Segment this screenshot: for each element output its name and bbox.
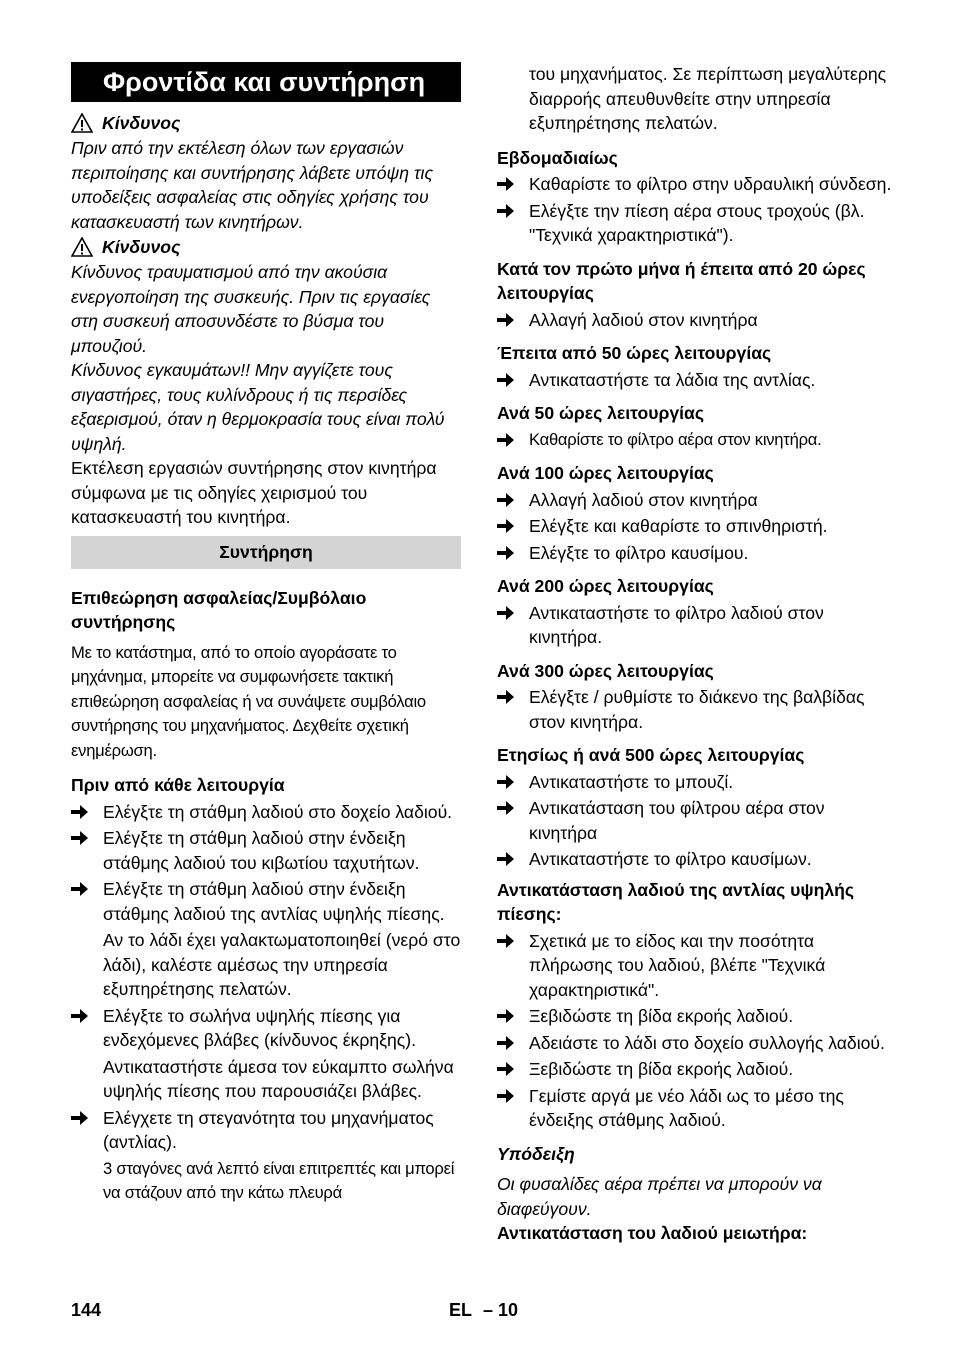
list-item: Ελέγξτε / ρυθμίστε το διάκενο της βαλβίδας στον κινητήρα. bbox=[497, 685, 892, 734]
list-item: Αντικαταστήστε το φίλτρο λαδιού στον κινητήρα. bbox=[497, 601, 892, 650]
subheading: Έπειτα από 50 ώρες λειτουργίας bbox=[497, 343, 772, 363]
subheading: Ανά 200 ώρες λειτουργίας bbox=[497, 576, 714, 596]
arrow-right-icon bbox=[71, 1106, 103, 1155]
page-number: 144 bbox=[71, 1300, 102, 1320]
list-item-note: 3 σταγόνες ανά λεπτό είναι επιτρεπτές και μπορεί να στάζουν από την κάτω πλευρά bbox=[103, 1158, 455, 1202]
list-item: Ελέγξτε και καθαρίστε το σπινθηριστή. bbox=[497, 514, 892, 539]
paragraph: Με το κατάστημα, από το οποίο αγοράσατε το μηχάνημα, μπορείτε να συμφωνήσετε τακτική επιθεώρηση ασφαλείας ή να συνάψετε συμβόλαιο συντήρησης του μηχανήματος. Δεχθείτε σχετική ενημέρωση. bbox=[71, 642, 426, 760]
list-item: Αδειάστε το λάδι στο δοχείο συλλογής λαδιού. bbox=[497, 1031, 892, 1056]
list-item: Ξεβιδώστε τη βίδα εκροής λαδιού. bbox=[497, 1004, 892, 1029]
subheading: Εβδομαδιαίως bbox=[497, 147, 618, 168]
language-code: EL bbox=[449, 1300, 473, 1320]
arrow-right-icon bbox=[497, 514, 529, 539]
list-item: Αλλαγή λαδιού στον κινητήρα bbox=[497, 488, 892, 513]
arrow-right-icon bbox=[497, 1004, 529, 1029]
page-title: Φροντίδα και συντήρηση bbox=[71, 62, 461, 102]
arrow-right-icon bbox=[497, 796, 529, 845]
list-item: Αντικαταστήστε τα λάδια της αντλίας. bbox=[497, 368, 892, 393]
arrow-right-icon bbox=[497, 541, 529, 566]
list-item: Ελέγξτε την πίεση αέρα στους τροχούς (βλ. "Τεχνικά χαρακτηριστικά"). bbox=[497, 199, 892, 248]
warning-heading bbox=[71, 234, 461, 260]
list-item-note: Αντικαταστήστε άμεσα τον εύκαμπτο σωλήνα υψηλής πίεσης που παρουσιάζει βλάβες. bbox=[103, 1056, 454, 1101]
arrow-right-icon bbox=[497, 685, 529, 734]
arrow-right-icon bbox=[497, 1057, 529, 1082]
arrow-right-icon bbox=[497, 308, 529, 333]
arrow-right-icon bbox=[71, 1004, 103, 1053]
warning-triangle-icon bbox=[71, 113, 93, 133]
engine-note: Εκτέλεση εργασιών συντήρησης στον κινητήρα σύμφωνα με τις οδηγίες χειρισμού του κατασκευαστή του κινητήρα. bbox=[71, 458, 437, 527]
arrow-right-icon bbox=[497, 601, 529, 650]
subheading: Αντικατάσταση λαδιού της αντλίας υψηλής πίεσης: bbox=[497, 879, 855, 924]
arrow-right-icon bbox=[497, 1084, 529, 1133]
list-item: Ελέγξτε τη στάθμη λαδιού στο δοχείο λαδιού. bbox=[71, 800, 461, 825]
warning-triangle-icon bbox=[71, 237, 93, 257]
subheading: Κατά τον πρώτο μήνα ή έπειτα από 20 ώρες λειτουργίας bbox=[497, 258, 866, 303]
arrow-right-icon bbox=[497, 1031, 529, 1056]
subheading: Πριν από κάθε λειτουργία bbox=[71, 775, 285, 795]
list-item: Γεμίστε αργά με νέο λάδι ως το μέσο της ένδειξης στάθμης λαδιού. bbox=[497, 1084, 892, 1133]
list-item: Αντικαταστήστε το φίλτρο καυσίμων. bbox=[497, 847, 892, 872]
right-column bbox=[497, 62, 892, 1246]
warning-label: Κίνδυνος bbox=[102, 112, 181, 133]
list-item: Ελέγξτε το σωλήνα υψηλής πίεσης για ενδεχόμενες βλάβες (κίνδυνος έκρηξης). bbox=[71, 1004, 461, 1053]
subheading: Ανά 50 ώρες λειτουργίας bbox=[497, 403, 705, 423]
list-item: Ελέγξτε το φίλτρο καυσίμου. bbox=[497, 541, 892, 566]
warning-text: Κίνδυνος τραυματισμού από την ακούσια ενεργοποίηση της συσκευής. Πριν τις εργασίες στη συσκευή αποσυνδέστε το βύσμα του μπουζιού. bbox=[71, 262, 431, 356]
arrow-right-icon bbox=[497, 199, 529, 248]
list-item: Καθαρίστε το φίλτρο αέρα στον κινητήρα. bbox=[497, 428, 892, 453]
warning-text: Κίνδυνος εγκαυμάτων!! Μην αγγίζετε τους σιγαστήρες, τους κυλίνδρους ή τις περσίδες εξαερισμού, όταν η θερμοκρασία τους είναι πολύ υψηλή. bbox=[71, 360, 445, 454]
arrow-right-icon bbox=[497, 172, 529, 197]
arrow-right-icon bbox=[71, 826, 103, 875]
list-item: Ελέγχετε τη στεγανότητα του μηχανήματος (αντλίας). bbox=[71, 1106, 461, 1155]
subheading: Ανά 300 ώρες λειτουργίας bbox=[497, 660, 714, 681]
list-item: Καθαρίστε το φίλτρο στην υδραυλική σύνδεση. bbox=[497, 172, 892, 197]
list-item: Ξεβιδώστε τη βίδα εκροής λαδιού. bbox=[497, 1057, 892, 1082]
list-item: Ελέγξτε τη στάθμη λαδιού στην ένδειξη στάθμης λαδιού της αντλίας υψηλής πίεσης. bbox=[71, 877, 461, 926]
hint-text: Οι φυσαλίδες αέρα πρέπει να μπορούν να διαφεύγουν. bbox=[497, 1174, 822, 1219]
arrow-right-icon bbox=[71, 877, 103, 926]
arrow-right-icon bbox=[497, 368, 529, 393]
arrow-right-icon bbox=[497, 770, 529, 795]
list-item: Ελέγξτε τη στάθμη λαδιού στην ένδειξη στάθμης λαδιού του κιβωτίου ταχυτήτων. bbox=[71, 826, 461, 875]
arrow-right-icon bbox=[497, 488, 529, 513]
section-heading: Συντήρηση bbox=[71, 536, 461, 569]
list-item-note: του μηχανήματος. Σε περίπτωση μεγαλύτερης διαρροής απευθυνθείτε στην υπηρεσία εξυπηρέτησης πελατών. bbox=[529, 64, 887, 133]
list-item-note: Αν το λάδι έχει γαλακτωματοποιηθεί (νερό στο λάδι), καλέστε αμέσως την υπηρεσία εξυπηρέτησης πελατών. bbox=[103, 930, 461, 999]
list-item: Σχετικά με το είδος και την ποσότητα πλήρωσης του λαδιού, βλέπε "Τεχνικά χαρακτηριστικά". bbox=[497, 929, 892, 1003]
arrow-right-icon bbox=[71, 800, 103, 825]
arrow-right-icon bbox=[497, 428, 529, 453]
list-item: Αλλαγή λαδιού στον κινητήρα bbox=[497, 308, 892, 333]
left-column bbox=[71, 62, 461, 1206]
warning-label: Κίνδυνος bbox=[102, 236, 181, 257]
subheading: Επιθεώρηση ασφαλείας/Συμβόλαιο συντήρησης bbox=[71, 587, 367, 632]
arrow-right-icon bbox=[497, 929, 529, 1003]
warning-heading bbox=[71, 110, 461, 136]
arrow-right-icon bbox=[497, 847, 529, 872]
subheading: Αντικατάσταση του λαδιού μειωτήρα: bbox=[497, 1223, 808, 1243]
hint-label: Υπόδειξη bbox=[497, 1143, 575, 1164]
subheading: Ανά 100 ώρες λειτουργίας bbox=[497, 463, 714, 483]
list-item: Αντικαταστήστε το μπουζί. bbox=[497, 770, 892, 795]
warning-text: Πριν από την εκτέλεση όλων των εργασιών περιποίησης και συντήρησης λάβετε υπόψη τις υποδείξεις ασφαλείας στις οδηγίες χρήσης του κατασκευαστή των κινητήρων. bbox=[71, 138, 434, 232]
subheading: Ετησίως ή ανά 500 ώρες λειτουργίας bbox=[497, 745, 805, 765]
list-item: Αντικατάσταση του φίλτρου αέρα στον κινητήρα bbox=[497, 796, 892, 845]
section-page-number: – 10 bbox=[483, 1300, 519, 1320]
